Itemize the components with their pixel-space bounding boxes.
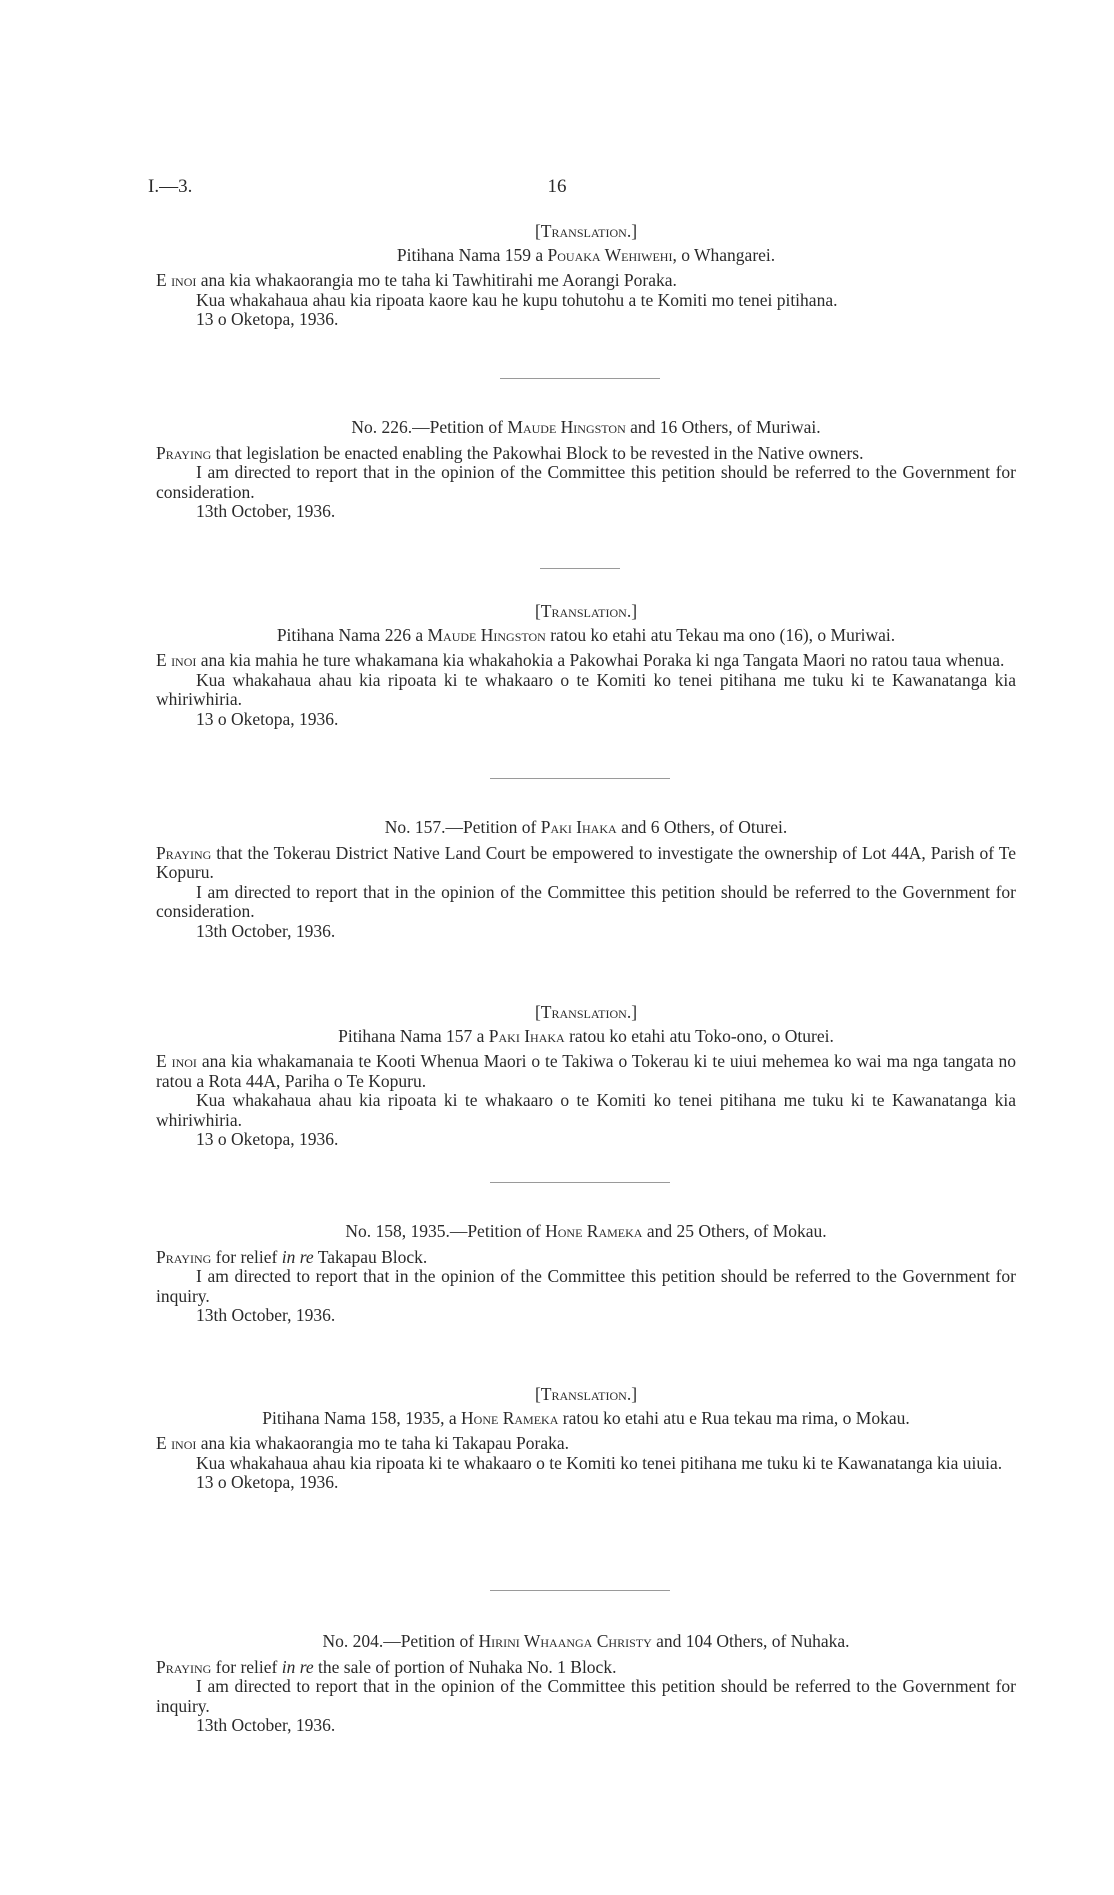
section-divider — [490, 1182, 670, 1183]
document-reference: I.—3. — [148, 176, 193, 197]
petition-date: 13th October, 1936. — [196, 1305, 336, 1325]
petition-report: Kua whakahaua ahau kia ripoata ki te whakaaro o te Komiti ko tenei pitihana me tuku ki te Kawanatanga kia uiuia. — [196, 1452, 1003, 1473]
petition-date: 13 o Oketopa, 1936. — [196, 309, 339, 329]
petition-prayer: E inoi ana kia whakaorangia mo te taha ki Takapau Poraka. — [156, 1433, 570, 1453]
section-divider — [500, 378, 660, 379]
petition-title: No. 157.—Petition of Paki Ihaka and 6 Others, of Oturei. — [384, 817, 788, 837]
petition-title: No. 226.—Petition of Maude Hingston and 16 Others, of Muriwai. — [351, 417, 821, 437]
petition-block-204 — [156, 1632, 1016, 1736]
petition-report: I am directed to report that in the opinion of the Committee this petition should be referred to the Government for inquiry. — [156, 1266, 1016, 1306]
section-divider — [490, 1590, 670, 1591]
translation-label: [Translation.] — [534, 601, 638, 621]
petition-block-226 — [156, 418, 1016, 522]
petition-report: I am directed to report that in the opinion of the Committee this petition should be referred to the Government for consideration. — [156, 881, 1016, 921]
petition-prayer: Praying that the Tokerau District Native Land Court be empowered to investigate the ownership of Lot 44A, Parish of Te Kopuru. — [156, 842, 1016, 882]
translation-label: [Translation.] — [534, 221, 638, 241]
petition-date: 13 o Oketopa, 1936. — [196, 708, 339, 729]
petition-prayer: Praying for relief in re the sale of portion of Nuhaka No. 1 Block. — [156, 1656, 617, 1677]
translation-label: [Translation.] — [534, 1002, 638, 1022]
translation-block-158 — [156, 1385, 1016, 1493]
page-number: 16 — [547, 176, 567, 197]
section-divider — [540, 568, 620, 569]
petition-prayer: E inoi ana kia whakaorangia mo te taha ki Tawhitirahi me Aorangi Poraka. — [156, 270, 677, 290]
petition-prayer: E inoi ana kia mahia he ture whakamana kia whakahokia a Pakowhai Poraka ki nga Tangata Maori no ratou taua whenua. — [156, 650, 1005, 670]
section-divider — [490, 778, 670, 779]
petition-title: Pitihana Nama 157 a Paki Ihaka ratou ko etahi atu Toko-ono, o Oturei. — [338, 1025, 834, 1046]
petition-report: Kua whakahaua ahau kia ripoata ki te whakaaro o te Komiti ko tenei pitihana me tuku ki te Kawanatanga kia whiriwhiria. — [156, 1090, 1016, 1130]
translation-block-159 — [156, 222, 1016, 330]
petition-report: I am directed to report that in the opinion of the Committee this petition should be referred to the Government for inquiry. — [156, 1676, 1016, 1716]
petition-title: No. 204.—Petition of Hirini Whaanga Christy and 104 Others, of Nuhaka. — [322, 1631, 850, 1651]
translation-block-157 — [156, 1003, 1016, 1150]
petition-date: 13th October, 1936. — [196, 1715, 336, 1735]
petition-title: No. 158, 1935.—Petition of Hone Rameka and 25 Others, of Mokau. — [345, 1221, 827, 1241]
petition-date: 13 o Oketopa, 1936. — [196, 1129, 339, 1149]
petition-title: Pitihana Nama 226 a Maude Hingston ratou ko etahi atu Tekau ma ono (16), o Muriwai. — [276, 624, 896, 645]
translation-block-226 — [156, 602, 1016, 729]
petition-block-158 — [156, 1222, 1016, 1326]
petition-block-157 — [156, 818, 1016, 941]
petition-report: Kua whakahaua ahau kia ripoata ki te whakaaro o te Komiti ko tenei pitihana me tuku ki te Kawanatanga kia whiriwhiria. — [156, 669, 1016, 709]
petition-prayer: Praying for relief in re Takapau Block. — [156, 1246, 428, 1267]
petition-title: Pitihana Nama 158, 1935, a Hone Rameka ratou ko etahi atu e Rua tekau ma rima, o Mokau. — [262, 1407, 910, 1428]
petition-prayer: E inoi ana kia whakamanaia te Kooti Whenua Maori o te Takiwa o Tokerau ki te uiui mehemea ko wai ma nga tangata no ratou a Rota 44A, Pariha o Te Kopuru. — [156, 1051, 1017, 1091]
petition-report: I am directed to report that in the opinion of the Committee this petition should be referred to the Government for consideration. — [156, 462, 1016, 502]
petition-date: 13th October, 1936. — [196, 501, 336, 521]
petition-title: Pitihana Nama 159 a Pouaka Wehiwehi, o Whangarei. — [396, 244, 776, 265]
petition-date: 13th October, 1936. — [196, 920, 336, 941]
translation-label: [Translation.] — [534, 1384, 638, 1404]
petition-prayer: Praying that legislation be enacted enabling the Pakowhai Block to be revested in the Native owners. — [156, 442, 864, 463]
petition-date: 13 o Oketopa, 1936. — [196, 1472, 339, 1492]
petition-report: Kua whakahaua ahau kia ripoata kaore kau he kupu tohutohu a te Komiti mo tenei pitihana. — [196, 289, 838, 310]
